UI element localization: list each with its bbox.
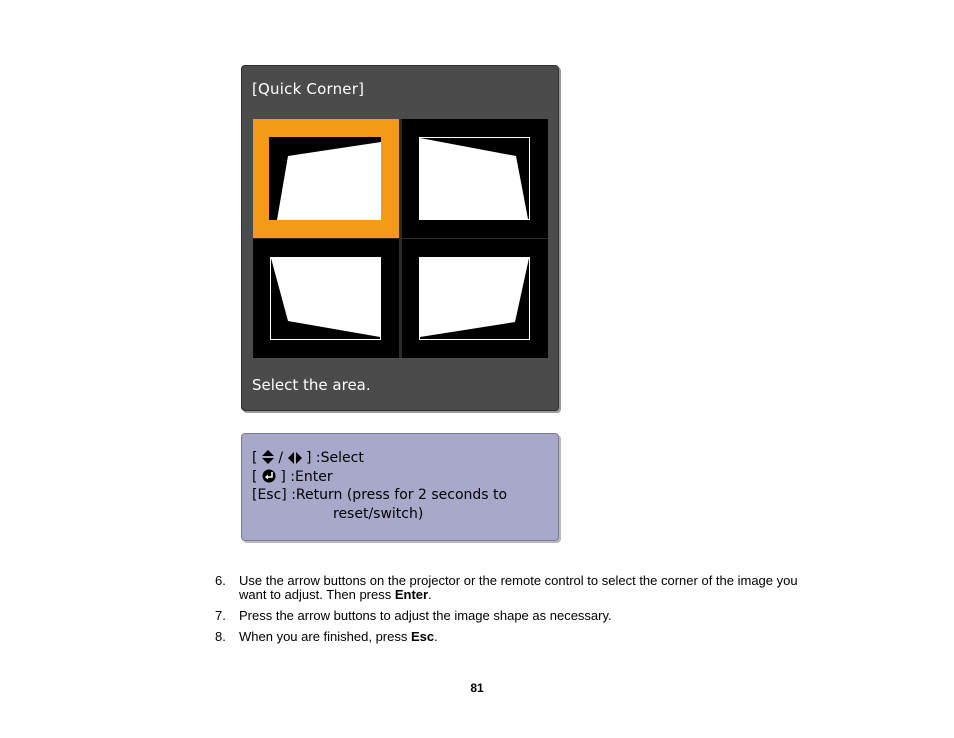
step-bold: Esc: [410, 629, 435, 644]
quick-corner-menu: [241, 65, 559, 411]
guide-select-label: :Select: [315, 450, 364, 466]
step-bold: Enter: [394, 587, 429, 602]
step-6: [215, 574, 815, 602]
guide-esc-label-cont: reset/switch): [333, 506, 424, 522]
step-number: 7.: [215, 608, 226, 623]
step-number: 6.: [215, 573, 226, 588]
corner-preview-bottom-right: [402, 239, 548, 358]
corner-cell-bottom-right[interactable]: [402, 239, 548, 358]
corner-cell-top-right[interactable]: [402, 119, 548, 238]
page-number: 81: [470, 681, 484, 695]
menu-footer-text: Select the area.: [252, 376, 371, 394]
step-7: [215, 609, 815, 623]
step-text-after: .: [428, 587, 432, 602]
step-text-after: .: [434, 629, 438, 644]
bracket-close: ]: [306, 450, 312, 466]
step-text: Press the arrow buttons to adjust the image shape as necessary.: [239, 608, 612, 623]
guide-enter-label: :Enter: [290, 469, 333, 485]
step-number: 8.: [215, 629, 226, 644]
up-down-arrow-icon: [262, 450, 274, 464]
enter-icon: [262, 469, 276, 483]
menu-title: [Quick Corner]: [252, 80, 365, 98]
corner-preview-top-left: [253, 119, 399, 238]
instruction-steps: [215, 574, 815, 651]
left-right-arrow-icon: [288, 452, 302, 464]
guide-esc-row: [252, 486, 507, 504]
button-guide: [241, 433, 559, 541]
corner-preview-top-right: [402, 119, 548, 238]
guide-enter-row: [252, 468, 333, 486]
corner-grid: [253, 119, 548, 358]
bracket-close: ]: [280, 469, 286, 485]
step-8: [215, 630, 815, 644]
separator: /: [278, 450, 284, 466]
guide-esc-label: :Return (press for 2 seconds to: [291, 487, 508, 503]
step-text: Use the arrow buttons on the projector or the remote control to select the corner of the image you want to adjust. Then press: [239, 573, 798, 602]
corner-preview-bottom-left: [253, 239, 399, 358]
corner-cell-bottom-left[interactable]: [253, 239, 399, 358]
corner-cell-top-left[interactable]: [253, 119, 399, 238]
esc-key: [Esc]: [252, 487, 287, 503]
guide-select-row: [252, 449, 364, 467]
step-text: When you are finished, press: [239, 629, 411, 644]
bracket-open: [: [252, 450, 258, 466]
bracket-open: [: [252, 469, 258, 485]
